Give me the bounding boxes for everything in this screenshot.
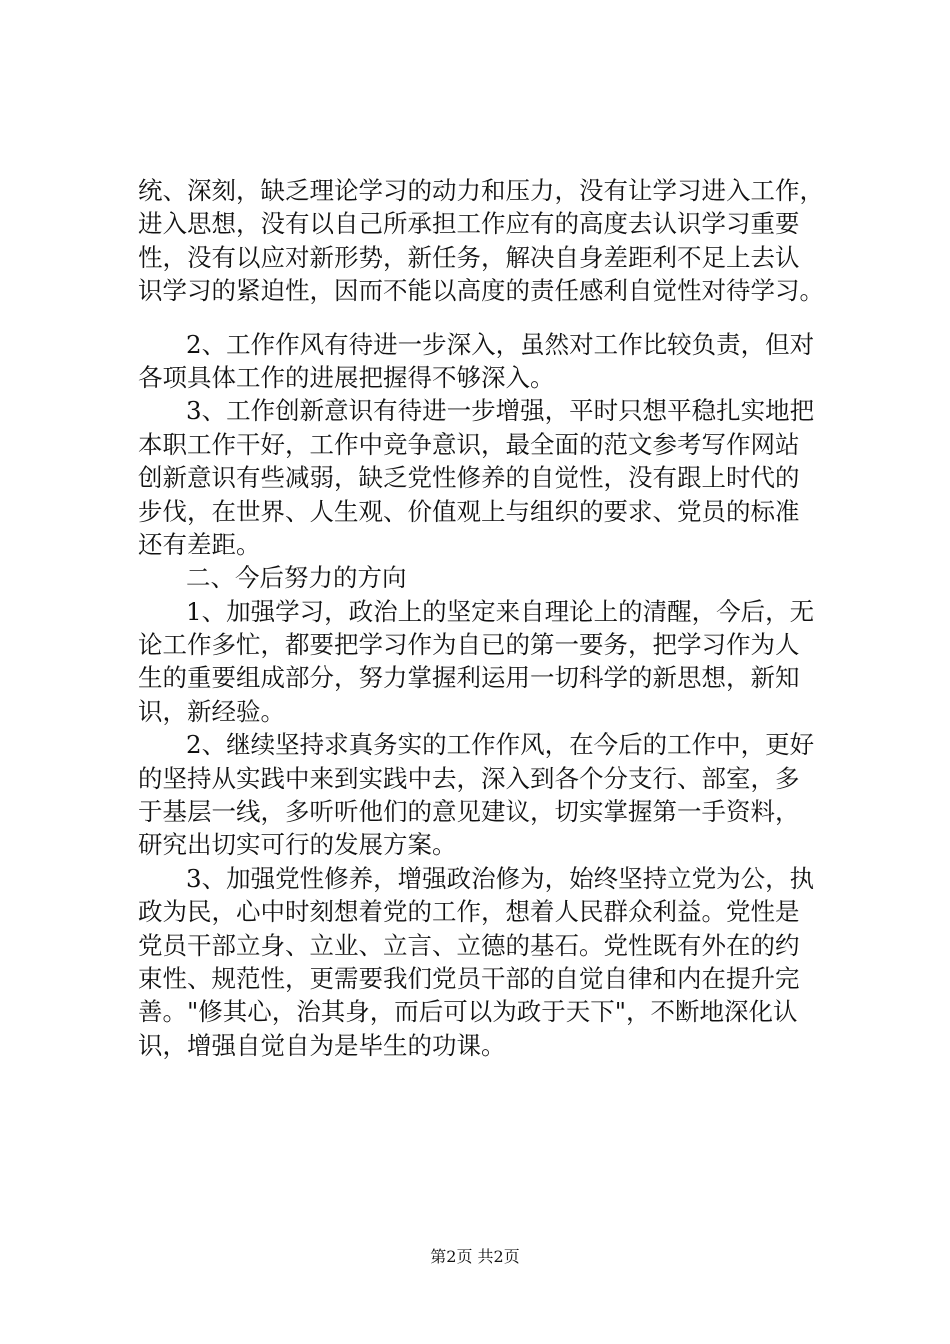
text-line: 识，新经验。: [138, 696, 285, 726]
document-body: [138, 174, 850, 1062]
paragraph-party-cultivation: [138, 862, 850, 1062]
text-line: 性，没有以应对新形势，新任务，解决自身差距利不足上去认: [138, 242, 800, 272]
text-line: 3、工作创新意识有待进一步增强，平时只想平稳扎实地把: [186, 396, 815, 426]
page-indicator: 第2页 共2页: [430, 1247, 520, 1266]
paragraph-strengthen-study: [138, 595, 850, 729]
text-line: 政为民，心中时刻想着党的工作，想着人民群众利益。党性是: [138, 897, 800, 927]
text-line: 善。"修其心，治其身，而后可以为政于天下"，不断地深化认: [138, 997, 798, 1027]
text-line: 创新意识有些减弱，缺乏党性修养的自觉性，没有跟上时代的: [138, 463, 800, 493]
paragraph-work-style: [138, 328, 850, 395]
text-line: 识学习的紧迫性，因而不能以高度的责任感利自觉性对待学习。: [138, 276, 824, 306]
paragraph-spacer: [138, 308, 850, 328]
text-line: 于基层一线，多听听他们的意见建议，切实掌握第一手资料，: [138, 797, 800, 827]
text-line: 2、继续坚持求真务实的工作作风，在今后的工作中，更好: [186, 730, 815, 760]
section-heading-future-direction: [138, 561, 850, 594]
text-line: 各项具体工作的进展把握得不够深入。: [138, 362, 555, 392]
paragraph-practical-style: [138, 728, 850, 862]
text-line: 识，增强自觉自为是毕生的功课。: [138, 1030, 506, 1060]
text-line: 的坚持从实践中来到实践中去，深入到各个分支行、部室，多: [138, 763, 800, 793]
text-line: 进入思想，没有以自己所承担工作应有的高度去认识学习重要: [138, 209, 800, 239]
paragraph-innovation: [138, 394, 850, 561]
text-line: 二、今后努力的方向: [186, 563, 407, 593]
text-line: 生的重要组成部分，努力掌握利运用一切科学的新思想，新知: [138, 663, 800, 693]
page-footer: [0, 1244, 950, 1267]
text-line: 2、工作作风有待进一步深入，虽然对工作比较负责，但对: [186, 329, 815, 359]
text-line: 束性、规范性，更需要我们党员干部的自觉自律和内在提升完: [138, 963, 800, 993]
text-line: 统、深刻，缺乏理论学习的动力和压力，没有让学习进入工作，: [138, 176, 824, 205]
text-line: 还有差距。: [138, 529, 261, 559]
text-line: 本职工作干好，工作中竞争意识，最全面的范文参考写作网站: [138, 429, 800, 459]
text-line: 步伐，在世界、人生观、价值观上与组织的要求、党员的标准: [138, 496, 800, 526]
text-line: 3、加强党性修养，增强政治修为，始终坚持立党为公，执: [186, 863, 815, 893]
text-line: 论工作多忙，都要把学习作为自已的第一要务，把学习作为人: [138, 630, 800, 660]
text-line: 研究出切实可行的发展方案。: [138, 830, 457, 860]
text-line: 1、加强学习，政治上的坚定来自理论上的清醒，今后，无: [186, 596, 815, 626]
paragraph-study-shortcomings: [138, 174, 850, 308]
text-line: 党员干部立身、立业、立言、立德的基石。党性既有外在的约: [138, 930, 800, 960]
